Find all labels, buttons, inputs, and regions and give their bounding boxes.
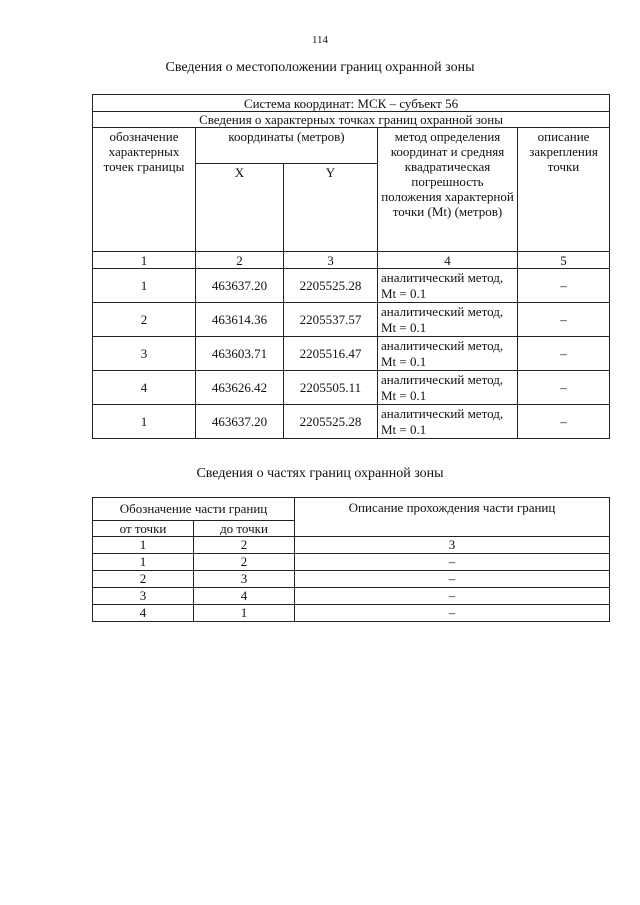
from-cell: 1 — [93, 537, 194, 554]
table-row — [93, 605, 610, 622]
table-row — [93, 371, 610, 405]
description-cell: – — [295, 554, 610, 571]
to-cell: 3 — [194, 571, 295, 588]
to-cell: 1 — [194, 605, 295, 622]
y-cell: 2205537.57 — [284, 303, 378, 337]
y-cell: 2205516.47 — [284, 337, 378, 371]
table-row — [93, 554, 610, 571]
description-cell: 3 — [295, 537, 610, 554]
col-number: 2 — [196, 252, 284, 269]
from-cell: 3 — [93, 588, 194, 605]
col-header-from: от точки — [93, 521, 194, 537]
col-header-desc: описание закрепления точки — [518, 128, 610, 252]
boundary-points-table — [92, 94, 610, 439]
method-cell: аналитический метод, Mt = 0.1 — [378, 269, 518, 303]
col-number: 5 — [518, 252, 610, 269]
col-header-y: Y — [284, 164, 378, 252]
point-cell: 2 — [93, 303, 196, 337]
from-cell: 1 — [93, 554, 194, 571]
y-cell: 2205525.28 — [284, 269, 378, 303]
to-cell: 2 — [194, 554, 295, 571]
table-row — [93, 537, 610, 554]
table-row — [93, 588, 610, 605]
y-cell: 2205505.11 — [284, 371, 378, 405]
table-row — [93, 303, 610, 337]
desc-cell: – — [518, 303, 610, 337]
from-cell: 4 — [93, 605, 194, 622]
method-cell: аналитический метод, Mt = 0.1 — [378, 303, 518, 337]
x-cell: 463603.71 — [196, 337, 284, 371]
to-cell: 4 — [194, 588, 295, 605]
col-header-coords: координаты (метров) — [196, 128, 378, 164]
method-cell: аналитический метод, Mt = 0.1 — [378, 405, 518, 439]
boundary-parts-table — [92, 497, 610, 622]
y-cell: 2205525.28 — [284, 405, 378, 439]
desc-cell: – — [518, 405, 610, 439]
point-cell: 1 — [93, 269, 196, 303]
x-cell: 463626.42 — [196, 371, 284, 405]
to-cell: 2 — [194, 537, 295, 554]
col-number: 1 — [93, 252, 196, 269]
section-title-parts: Сведения о частях границ охранной зоны — [196, 466, 444, 481]
description-cell: – — [295, 588, 610, 605]
page-number: 114 — [311, 34, 329, 46]
coordinate-system-header: Система координат: МСК – субъект 56 — [93, 95, 610, 112]
method-cell: аналитический метод, Mt = 0.1 — [378, 337, 518, 371]
point-cell: 3 — [93, 337, 196, 371]
description-cell: – — [295, 571, 610, 588]
col-header-designation: Обозначение части границ — [93, 498, 295, 521]
x-cell: 463637.20 — [196, 269, 284, 303]
x-cell: 463614.36 — [196, 303, 284, 337]
col-number: 4 — [378, 252, 518, 269]
table-row — [93, 571, 610, 588]
col-header-method: метод определения координат и средняя квадратическая погрешность положения характерной точки (Mt) (метров) — [378, 128, 518, 252]
point-cell: 4 — [93, 371, 196, 405]
col-header-x: X — [196, 164, 284, 252]
points-section-header: Сведения о характерных точках границ охранной зоны — [93, 112, 610, 128]
col-header-to: до точки — [194, 521, 295, 537]
from-cell: 2 — [93, 571, 194, 588]
col-header-point: обозначение характерных точек границы — [93, 128, 196, 252]
col-header-description: Описание прохождения части границ — [295, 498, 610, 537]
desc-cell: – — [518, 371, 610, 405]
method-cell: аналитический метод, Mt = 0.1 — [378, 371, 518, 405]
desc-cell: – — [518, 269, 610, 303]
point-cell: 1 — [93, 405, 196, 439]
table-row — [93, 337, 610, 371]
desc-cell: – — [518, 337, 610, 371]
description-cell: – — [295, 605, 610, 622]
table-row — [93, 269, 610, 303]
table-row — [93, 405, 610, 439]
x-cell: 463637.20 — [196, 405, 284, 439]
col-number: 3 — [284, 252, 378, 269]
section-title-location: Сведения о местоположении границ охранной зоны — [165, 60, 475, 75]
